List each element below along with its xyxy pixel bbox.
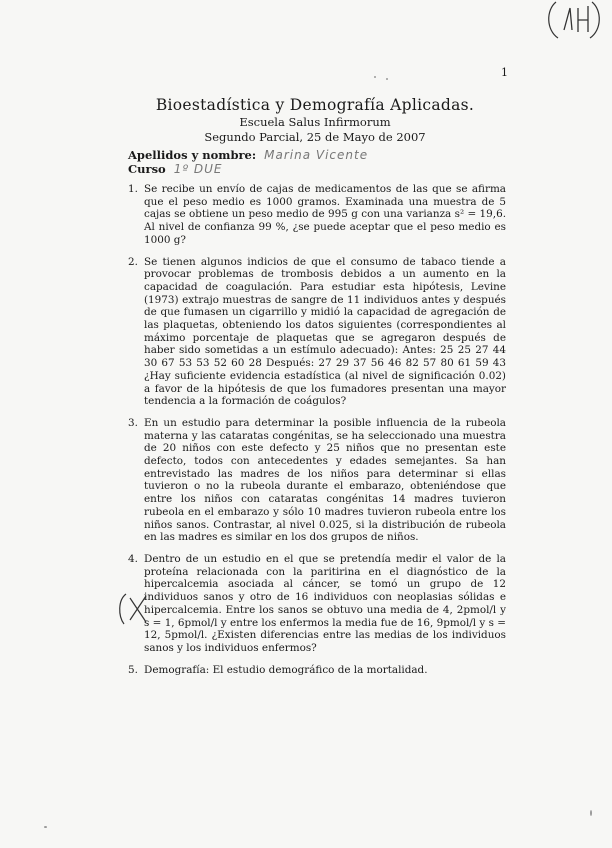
student-name-line [128,148,368,162]
exam-date: Segundo Parcial, 25 de Mayo de 2007 [204,130,426,144]
question-text: Dentro de un estudio en el que se pretendía medir el valor de la proteína relacionada con la paritirina en el diagnóstico de la hipercalcemia asociada al cáncer, se tomó un grupo de 12 individuos sanos y otro de 16 individuos con neoplasias sólidas e hipercalcemia. Entre los sanos se obtuvo una media de 4, 2pmol/l y s = 1, 6pmol/l y entre los enfermos la media fue de 16, 9pmol/l y s = 12, 5pmol/l. ¿Existen diferencias entre las medias de los individuos sanos y los individuos enfermos? [144,552,506,654]
handwritten-corner-mark [542,0,606,40]
course-title: Bioestadística y Demografía Aplicadas. [155,96,475,114]
question-text: Demografía: El estudio demográfico de la mortalidad. [144,663,428,676]
question-2 [128,256,506,408]
name-label: Apellidos y nombre: [128,148,257,162]
question-number: 1. [128,183,138,195]
question-number: 5. [128,663,138,676]
scan-speck [374,76,376,78]
student-course-line [128,162,222,176]
school-name: Escuela Salus Infirmorum [239,115,391,129]
question-5 [128,664,506,677]
question-text: En un estudio para determinar la posible influencia de la rubeola materna y las cataratas congénitas, se ha seleccionado una muestra de 20 niños con este defecto y 25 niños que no presentan este defecto, todos con antecedentes y edades semejantes. Sa han entrevistado las madres de los niños para determinar si ellas tuvieron o no la rubeola durante el embarazo, obteniéndose que entre los niños con cataratas congénitas 14 madres tuvieron rubeola en el embarazo y sólo 10 madres tuvieron rubeola entre los niños sanos. Contrastar, al nivel 0.025, si la distribución de rubeola en las madres es similar en los dos grupos de niños. [144,416,506,544]
handwritten-name: Marina Vicente [264,148,369,162]
question-1 [128,183,506,247]
question-number: 4. [128,552,138,565]
scan-speck [386,78,388,80]
handwritten-cross-mark [112,592,156,626]
question-3 [128,417,506,544]
question-4 [128,553,506,655]
page-number: 1 [501,66,508,79]
question-text: Se recibe un envío de cajas de medicamentos de las que se afirma que el peso medio es 1000 gramos. Examinada una muestra de 5 cajas se obtiene un peso medio de 995 g con una varianza s² = 19,6. Al nivel de confianza 99 %, ¿se puede aceptar que el peso medio es 1000 g? [144,183,506,246]
question-number: 2. [128,255,138,268]
course-label: Curso [128,162,166,176]
exam-header [130,96,500,144]
handwritten-course: 1º DUE [173,162,223,176]
scan-speck [44,826,47,828]
question-text: Se tienen algunos indicios de que el consumo de tabaco tiende a provocar problemas de trombosis debidos a un aumento en la capacidad de coagulación. Para estudiar esta hipótesis, Levine (1973) extrajo muestras de sangre de 11 individuos antes y después de que fumasen un cigarrillo y midió la capacidad de agregación de las plaquetas, obteniendo los datos siguientes (correspondientes al máximo porcentaje de plaquetas que se agregaron después de haber sido sometidas a un estímulo adecuado): Antes: 25 25 27 44 30 67 53 53 52 60 28 Después: 27 29 37 56 46 82 57 80 61 59 43 ¿Hay suficiente evidencia estadística (al nivel de significación 0.02) a favor de la hipótesis de que los fumadores presentan una mayor tendencia a la formación de coágulos? [144,255,506,408]
question-number: 3. [128,416,138,429]
question-list [128,183,506,685]
scan-speck [590,810,592,816]
